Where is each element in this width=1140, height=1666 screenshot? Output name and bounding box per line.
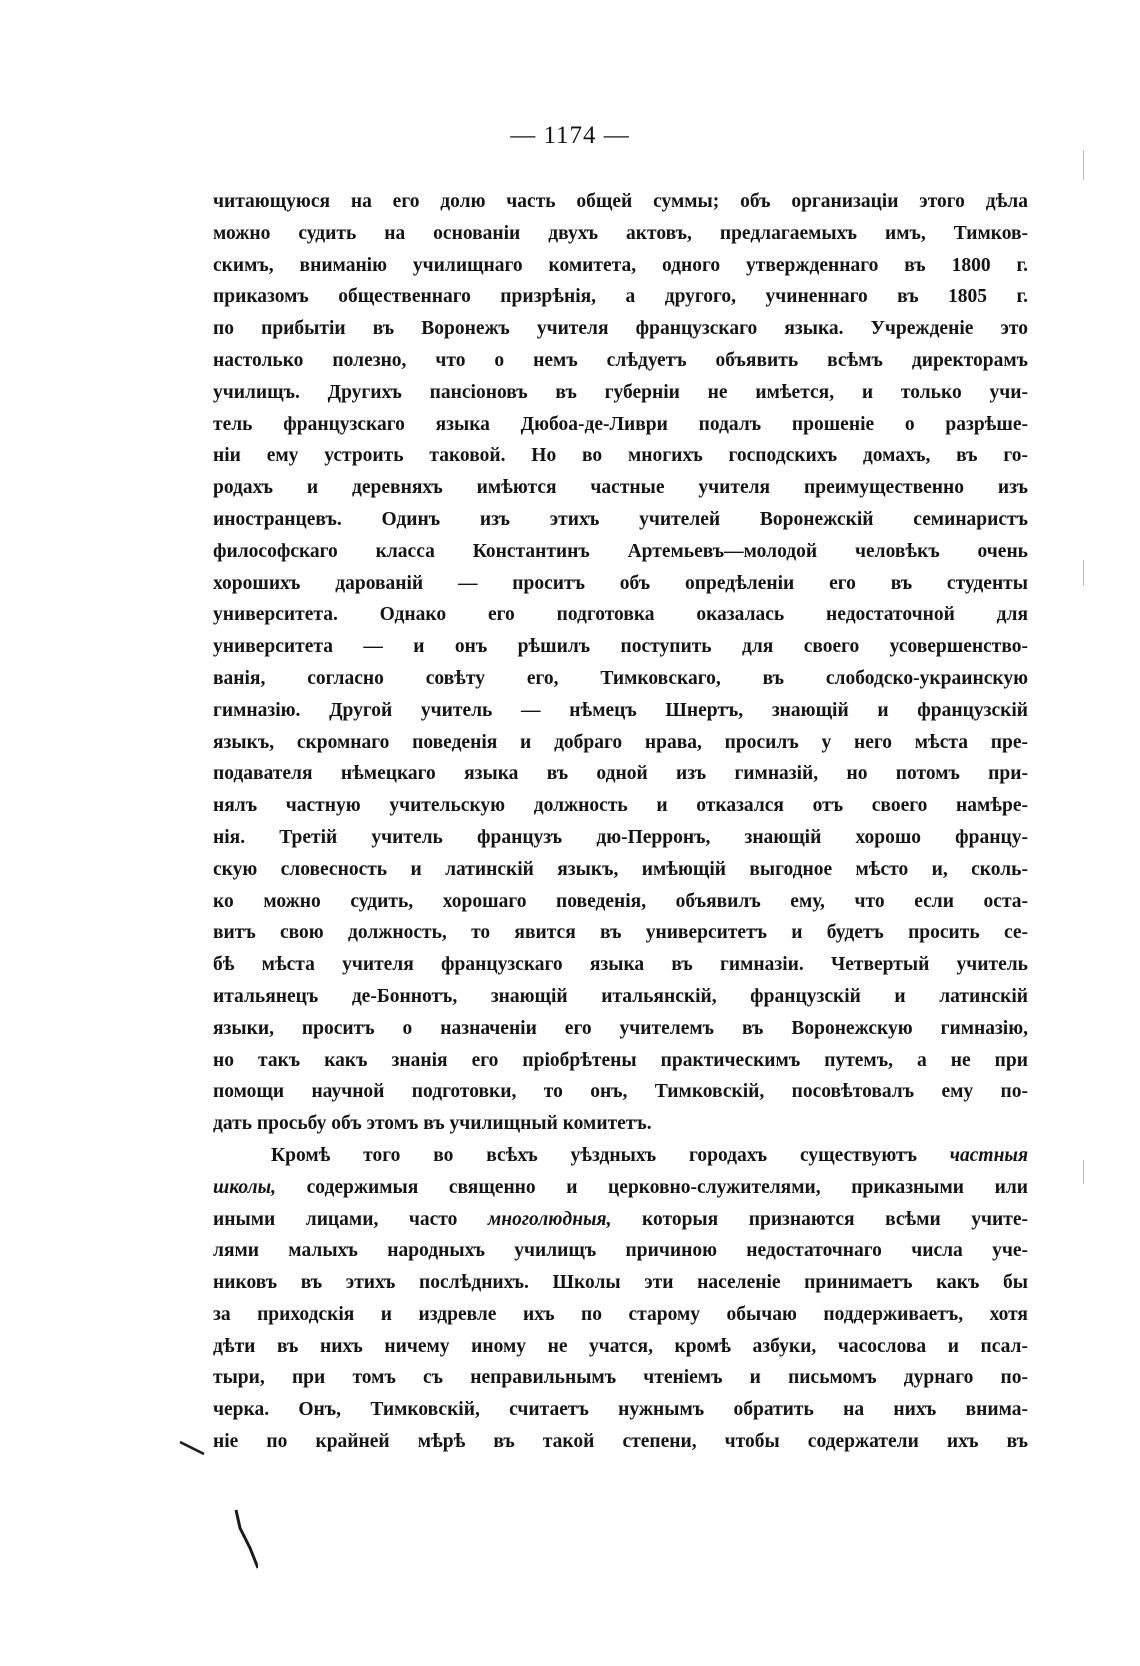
stray-mark-icon	[178, 1440, 258, 1580]
text-line: родахъ и деревняхъ имѣются частные учителя преимущественно изъ	[213, 477, 1028, 499]
text-line: языкъ, скромнаго поведенія и добраго нрава, просилъ у него мѣста пре-	[213, 731, 1028, 753]
scan-margin-line	[1083, 560, 1084, 586]
body-text	[213, 186, 1028, 1458]
text-line: ко можно судить, хорошаго поведенія, объявилъ ему, что если оста-	[213, 890, 1028, 912]
text-line: ніе по крайней мѣрѣ въ такой степени, чтобы содержатели ихъ въ	[213, 1431, 1028, 1453]
text-line: иностранцевъ. Одинъ изъ этихъ учителей Воронежскій семинаристъ	[213, 508, 1028, 530]
text-line: гимназію. Другой учитель — нѣмецъ Шнертъ, знающій и французскій	[213, 699, 1028, 721]
italic-run: многолюдныя,	[487, 1208, 612, 1230]
italic-run: школы,	[213, 1176, 277, 1198]
text-line: черка. Онъ, Тимковскій, считаетъ нужнымъ обратить на нихъ внима-	[213, 1399, 1028, 1421]
text-line: университета — и онъ рѣшилъ поступить для своего усовершенство-	[213, 636, 1028, 658]
text-line: училищъ. Другихъ пансіоновъ въ губерніи не имѣется, и только учи-	[213, 381, 1028, 403]
text-line: витъ свою должность, то явится въ университетъ и будетъ просить се-	[213, 922, 1028, 944]
text-run: Кромѣ того во всѣхъ уѣздныхъ городахъ существуютъ	[271, 1144, 917, 1166]
text-line: ванія, согласно совѣту его, Тимковскаго, въ слободско-украинскую	[213, 667, 1028, 689]
text-line: за приходскія и издревле ихъ по старому обычаю поддерживаетъ, хотя	[213, 1303, 1028, 1325]
text-line: лями малыхъ народныхъ училищъ причиною недостаточнаго числа уче-	[213, 1240, 1028, 1262]
text-line: подавателя нѣмецкаго языка въ одной изъ гимназій, но потомъ при-	[213, 763, 1028, 785]
text-line: можно судить на основаніи двухъ актовъ, предлагаемыхъ имъ, Тимков-	[213, 222, 1028, 244]
text-line: тыри, при томъ съ неправильнымъ чтеніемъ и письмомъ дурнаго по-	[213, 1367, 1028, 1389]
text-line: никовъ въ этихъ послѣднихъ. Школы эти населеніе принимаетъ какъ бы	[213, 1272, 1028, 1294]
text-line: философскаго класса Константинъ Артемьевъ—молодой человѣкъ очень	[213, 540, 1028, 562]
text-line: ніи ему устроить таковой. Но во многихъ господскихъ домахъ, въ го-	[213, 445, 1028, 467]
text-run: иными лицами, часто	[213, 1208, 458, 1230]
text-line: тель французскаго языка Дюбоа-де-Ливри подалъ прошеніе о разрѣше-	[213, 413, 1028, 435]
text-line	[213, 1140, 1028, 1172]
text-line	[213, 1172, 1028, 1204]
text-line: настолько полезно, что о немъ слѣдуетъ объявить всѣмъ директорамъ	[213, 349, 1028, 371]
text-line: нялъ частную учительскую должность и отказался отъ своего намѣре-	[213, 795, 1028, 817]
scan-margin-line	[1083, 1160, 1084, 1184]
text-line: университета. Однако его подготовка оказалась недостаточной для	[213, 604, 1028, 626]
text-line: помощи научной подготовки, то онъ, Тимковскій, посовѣтовалъ ему по-	[213, 1081, 1028, 1103]
text-line	[213, 1204, 1028, 1236]
text-line: языки, проситъ о назначеніи его учителемъ въ Воронежскую гимназію,	[213, 1017, 1028, 1039]
text-line: приказомъ общественнаго призрѣнія, а другого, учиненнаго въ 1805 г.	[213, 286, 1028, 308]
text-line: хорошихъ дарованій — проситъ объ опредѣленіи его въ студенты	[213, 572, 1028, 594]
text-run: содержимыя священно и церковно-служителями, приказными или	[306, 1176, 1028, 1198]
italic-run: частныя	[949, 1144, 1028, 1166]
text-line: дать просьбу объ этомъ въ училищный комитетъ.	[213, 1113, 652, 1135]
page-number: — 1174 —	[510, 122, 630, 149]
text-run: которыя признаются всѣми учите-	[642, 1208, 1028, 1230]
text-line: скую словесность и латинскій языкъ, имѣющій выгодное мѣсто и, сколь-	[213, 858, 1028, 880]
text-line: бѣ мѣста учителя французскаго языка въ гимназіи. Четвертый учитель	[213, 954, 1028, 976]
text-line: итальянецъ де-Боннотъ, знающій итальянскій, французскій и латинскій	[213, 985, 1028, 1007]
text-line: но такъ какъ знанія его пріобрѣтены практическимъ путемъ, а не при	[213, 1049, 1028, 1071]
scan-margin-line	[1083, 150, 1084, 180]
text-line: нія. Третій учитель французъ дю-Перронъ, знающій хорошо францу-	[213, 826, 1028, 848]
text-line: читающуюся на его долю часть общей суммы; объ организаціи этого дѣла	[213, 191, 1028, 212]
text-line: дѣти въ нихъ ничему иному не учатся, кромѣ азбуки, часослова и псал-	[213, 1335, 1028, 1357]
text-line: по прибытіи въ Воронежъ учителя французскаго языка. Учрежденіе это	[213, 318, 1028, 340]
text-line: скимъ, вниманію училищнаго комитета, одного утвержденнаго въ 1800 г.	[213, 254, 1028, 276]
